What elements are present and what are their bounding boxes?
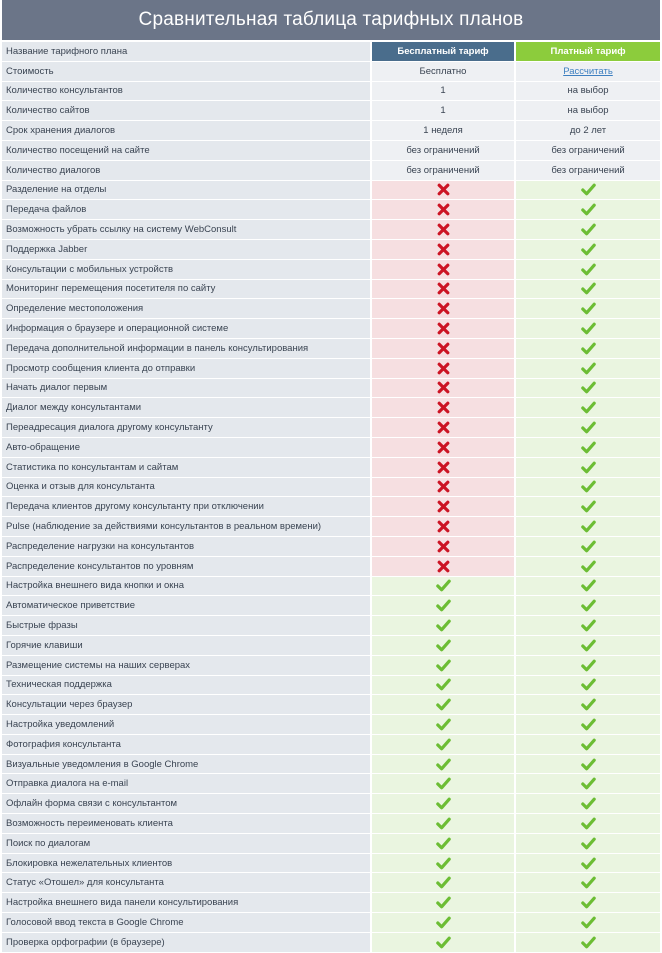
table-row [2, 398, 660, 417]
checkmark-icon [581, 322, 596, 335]
cross-icon [437, 441, 450, 454]
feature-name: Поддержка Jabber [2, 240, 370, 259]
free-plan-value [372, 755, 514, 774]
free-plan-value [372, 676, 514, 695]
paid-plan-value [516, 695, 660, 714]
table-row [2, 794, 660, 813]
paid-plan-value [516, 893, 660, 912]
feature-name: Настройка уведомлений [2, 715, 370, 734]
free-plan-value [372, 913, 514, 932]
cross-icon [437, 401, 450, 414]
paid-plan-value [516, 299, 660, 318]
table-row [2, 656, 660, 675]
checkmark-icon [436, 837, 451, 850]
table-row [2, 418, 660, 437]
paid-plan-value [516, 458, 660, 477]
checkmark-icon [581, 441, 596, 454]
table-row [2, 814, 660, 833]
checkmark-icon [436, 599, 451, 612]
cross-icon [437, 520, 450, 533]
checkmark-icon [581, 223, 596, 236]
paid-plan-text: на выбор [567, 105, 609, 117]
checkmark-icon [581, 540, 596, 553]
table-row [2, 517, 660, 536]
paid-plan-value [516, 101, 660, 120]
feature-name: Статистика по консультантам и сайтам [2, 458, 370, 477]
cross-icon [437, 203, 450, 216]
paid-plan-header: Платный тариф [516, 42, 660, 61]
free-plan-value [372, 240, 514, 259]
free-plan-value [372, 537, 514, 556]
feature-name: Передача файлов [2, 200, 370, 219]
paid-plan-value [516, 656, 660, 675]
table-row [2, 755, 660, 774]
feature-name: Проверка орфографии (в браузере) [2, 933, 370, 952]
plan-name-header: Название тарифного плана [2, 42, 370, 61]
free-plan-value [372, 319, 514, 338]
free-plan-value [372, 695, 514, 714]
checkmark-icon [436, 876, 451, 889]
table-row [2, 715, 660, 734]
paid-plan-value [516, 438, 660, 457]
table-row [2, 280, 660, 299]
table-row [2, 537, 660, 556]
feature-name: Количество диалогов [2, 161, 370, 180]
feature-name: Диалог между консультантами [2, 398, 370, 417]
free-plan-value [372, 735, 514, 754]
checkmark-icon [581, 817, 596, 830]
feature-name: Распределение консультантов по уровням [2, 557, 370, 576]
checkmark-icon [436, 797, 451, 810]
checkmark-icon [581, 797, 596, 810]
free-plan-value: без ограничений [372, 141, 514, 160]
free-plan-value: 1 [372, 82, 514, 101]
table-row [2, 695, 660, 714]
checkmark-icon [436, 758, 451, 771]
paid-plan-value [516, 755, 660, 774]
paid-plan-value [516, 121, 660, 140]
free-plan-value [372, 517, 514, 536]
feature-name: Количество сайтов [2, 101, 370, 120]
checkmark-icon [436, 619, 451, 632]
paid-plan-value [516, 854, 660, 873]
checkmark-icon [581, 183, 596, 196]
table-row [2, 121, 660, 140]
feature-name: Разделение на отделы [2, 181, 370, 200]
cross-icon [437, 500, 450, 513]
paid-plan-value [516, 240, 660, 259]
paid-plan-value [516, 339, 660, 358]
checkmark-icon [581, 560, 596, 573]
free-plan-value [372, 339, 514, 358]
checkmark-icon [436, 738, 451, 751]
paid-plan-value [516, 379, 660, 398]
feature-name: Переадресация диалога другому консультанту [2, 418, 370, 437]
free-plan-value [372, 200, 514, 219]
paid-plan-value [516, 497, 660, 516]
paid-plan-value [516, 834, 660, 853]
table-row [2, 596, 660, 615]
calculate-link[interactable]: Рассчитать [563, 65, 613, 77]
checkmark-icon [436, 777, 451, 790]
checkmark-icon [581, 758, 596, 771]
free-plan-value [372, 596, 514, 615]
feature-name: Pulse (наблюдение за действиями консультантов в реальном времени) [2, 517, 370, 536]
feature-name: Горячие клавиши [2, 636, 370, 655]
checkmark-icon [436, 817, 451, 830]
free-plan-value [372, 814, 514, 833]
paid-plan-text: без ограничений [551, 144, 625, 156]
paid-plan-value [516, 774, 660, 793]
free-plan-value [372, 794, 514, 813]
table-row [2, 616, 660, 635]
feature-name: Начать диалог первым [2, 379, 370, 398]
paid-plan-value [516, 359, 660, 378]
table-row [2, 220, 660, 239]
table-row [2, 161, 660, 180]
table-header-row [2, 42, 660, 61]
cross-icon [437, 461, 450, 474]
free-plan-value [372, 398, 514, 417]
paid-plan-value [516, 398, 660, 417]
paid-plan-value [516, 161, 660, 180]
table-row [2, 438, 660, 457]
paid-plan-value [516, 62, 660, 81]
free-plan-value [372, 458, 514, 477]
paid-plan-value [516, 933, 660, 952]
table-row [2, 834, 660, 853]
checkmark-icon [581, 599, 596, 612]
table-row [2, 458, 660, 477]
paid-plan-value [516, 873, 660, 892]
free-plan-value [372, 359, 514, 378]
feature-name: Возможность переименовать клиента [2, 814, 370, 833]
free-plan-value [372, 873, 514, 892]
checkmark-icon [581, 777, 596, 790]
checkmark-icon [581, 738, 596, 751]
free-plan-value [372, 557, 514, 576]
checkmark-icon [581, 619, 596, 632]
cross-icon [437, 342, 450, 355]
checkmark-icon [581, 362, 596, 375]
checkmark-icon [581, 896, 596, 909]
feature-name: Автоматическое приветствие [2, 596, 370, 615]
checkmark-icon [581, 500, 596, 513]
feature-name: Статус «Отошел» для консультанта [2, 873, 370, 892]
feature-name: Распределение нагрузки на консультантов [2, 537, 370, 556]
feature-name: Мониторинг перемещения посетителя по сайту [2, 280, 370, 299]
checkmark-icon [581, 857, 596, 870]
free-plan-value [372, 260, 514, 279]
feature-name: Количество консультантов [2, 82, 370, 101]
free-plan-value: 1 неделя [372, 121, 514, 140]
table-row [2, 319, 660, 338]
free-plan-value: 1 [372, 101, 514, 120]
paid-plan-value [516, 82, 660, 101]
paid-plan-value [516, 260, 660, 279]
checkmark-icon [581, 342, 596, 355]
paid-plan-value [516, 478, 660, 497]
checkmark-icon [436, 936, 451, 949]
feature-name: Отправка диалога на e-mail [2, 774, 370, 793]
feature-name: Определение местоположения [2, 299, 370, 318]
table-row [2, 873, 660, 892]
free-plan-value [372, 834, 514, 853]
comparison-table [2, 42, 660, 952]
paid-plan-value [516, 220, 660, 239]
cross-icon [437, 183, 450, 196]
paid-plan-text: на выбор [567, 85, 609, 97]
paid-plan-value [516, 794, 660, 813]
paid-plan-value [516, 676, 660, 695]
table-row [2, 933, 660, 952]
checkmark-icon [581, 461, 596, 474]
checkmark-icon [436, 698, 451, 711]
free-plan-value [372, 636, 514, 655]
checkmark-icon [436, 579, 451, 592]
feature-name: Фотография консультанта [2, 735, 370, 754]
free-plan-value [372, 616, 514, 635]
paid-plan-value [516, 577, 660, 596]
feature-name: Информация о браузере и операционной системе [2, 319, 370, 338]
free-plan-value [372, 220, 514, 239]
feature-name: Возможность убрать ссылку на систему WebConsult [2, 220, 370, 239]
table-row [2, 577, 660, 596]
checkmark-icon [436, 896, 451, 909]
free-plan-value [372, 478, 514, 497]
paid-plan-text: без ограничений [551, 164, 625, 176]
feature-name: Просмотр сообщения клиента до отправки [2, 359, 370, 378]
paid-plan-value [516, 636, 660, 655]
cross-icon [437, 243, 450, 256]
table-row [2, 299, 660, 318]
feature-name: Консультации через браузер [2, 695, 370, 714]
table-row [2, 141, 660, 160]
free-plan-value [372, 418, 514, 437]
checkmark-icon [581, 659, 596, 672]
feature-name: Поиск по диалогам [2, 834, 370, 853]
table-row [2, 557, 660, 576]
feature-name: Быстрые фразы [2, 616, 370, 635]
checkmark-icon [581, 916, 596, 929]
checkmark-icon [581, 520, 596, 533]
feature-name: Срок хранения диалогов [2, 121, 370, 140]
free-plan-value [372, 280, 514, 299]
paid-plan-value [516, 596, 660, 615]
feature-name: Настройка внешнего вида панели консультирования [2, 893, 370, 912]
cross-icon [437, 480, 450, 493]
cross-icon [437, 362, 450, 375]
table-row [2, 240, 660, 259]
cross-icon [437, 282, 450, 295]
checkmark-icon [581, 421, 596, 434]
free-plan-value [372, 577, 514, 596]
feature-name: Размещение системы на наших серверах [2, 656, 370, 675]
cross-icon [437, 223, 450, 236]
checkmark-icon [436, 659, 451, 672]
checkmark-icon [436, 916, 451, 929]
paid-plan-value [516, 616, 660, 635]
paid-plan-value [516, 735, 660, 754]
checkmark-icon [581, 480, 596, 493]
paid-plan-value [516, 280, 660, 299]
paid-plan-value [516, 141, 660, 160]
table-row [2, 913, 660, 932]
feature-name: Визуальные уведомления в Google Chrome [2, 755, 370, 774]
free-plan-value: без ограничений [372, 161, 514, 180]
paid-plan-text: до 2 лет [569, 125, 607, 137]
checkmark-icon [581, 639, 596, 652]
checkmark-icon [581, 579, 596, 592]
table-row [2, 735, 660, 754]
free-plan-value [372, 497, 514, 516]
cross-icon [437, 421, 450, 434]
feature-name: Голосовой ввод текста в Google Chrome [2, 913, 370, 932]
feature-name: Стоимость [2, 62, 370, 81]
cross-icon [437, 322, 450, 335]
feature-name: Передача дополнительной информации в панель консультирования [2, 339, 370, 358]
paid-plan-value [516, 200, 660, 219]
free-plan-value [372, 299, 514, 318]
checkmark-icon [436, 718, 451, 731]
cross-icon [437, 263, 450, 276]
table-row [2, 893, 660, 912]
checkmark-icon [581, 718, 596, 731]
checkmark-icon [581, 936, 596, 949]
table-row [2, 82, 660, 101]
checkmark-icon [581, 678, 596, 691]
paid-plan-value [516, 319, 660, 338]
checkmark-icon [436, 678, 451, 691]
paid-plan-value [516, 557, 660, 576]
free-plan-value [372, 656, 514, 675]
paid-plan-value [516, 517, 660, 536]
table-row [2, 181, 660, 200]
feature-name: Количество посещений на сайте [2, 141, 370, 160]
checkmark-icon [581, 243, 596, 256]
feature-name: Настройка внешнего вида кнопки и окна [2, 577, 370, 596]
cross-icon [437, 560, 450, 573]
table-row [2, 359, 660, 378]
free-plan-value [372, 774, 514, 793]
feature-name: Оценка и отзыв для консультанта [2, 478, 370, 497]
table-row [2, 379, 660, 398]
paid-plan-value [516, 181, 660, 200]
checkmark-icon [581, 302, 596, 315]
table-row [2, 260, 660, 279]
free-plan-value [372, 438, 514, 457]
table-row [2, 339, 660, 358]
table-row [2, 676, 660, 695]
free-plan-value [372, 181, 514, 200]
free-plan-value [372, 854, 514, 873]
feature-name: Передача клиентов другому консультанту при отключении [2, 497, 370, 516]
table-row [2, 497, 660, 516]
checkmark-icon [581, 837, 596, 850]
table-row [2, 62, 660, 81]
free-plan-value [372, 893, 514, 912]
page-title: Сравнительная таблица тарифных планов [2, 0, 660, 40]
table-row [2, 774, 660, 793]
pricing-comparison [2, 0, 660, 952]
paid-plan-value [516, 715, 660, 734]
feature-name: Консультации с мобильных устройств [2, 260, 370, 279]
table-row [2, 200, 660, 219]
free-plan-value [372, 379, 514, 398]
free-plan-value: Бесплатно [372, 62, 514, 81]
table-row [2, 636, 660, 655]
free-plan-value [372, 933, 514, 952]
table-row [2, 101, 660, 120]
feature-name: Авто-обращение [2, 438, 370, 457]
paid-plan-value [516, 418, 660, 437]
cross-icon [437, 540, 450, 553]
cross-icon [437, 302, 450, 315]
table-row [2, 854, 660, 873]
free-plan-value [372, 715, 514, 734]
checkmark-icon [581, 401, 596, 414]
feature-name: Техническая поддержка [2, 676, 370, 695]
checkmark-icon [436, 639, 451, 652]
paid-plan-value [516, 537, 660, 556]
feature-name: Блокировка нежелательных клиентов [2, 854, 370, 873]
checkmark-icon [436, 857, 451, 870]
checkmark-icon [581, 282, 596, 295]
paid-plan-value [516, 814, 660, 833]
table-row [2, 478, 660, 497]
checkmark-icon [581, 876, 596, 889]
checkmark-icon [581, 698, 596, 711]
free-plan-header: Бесплатный тариф [372, 42, 514, 61]
feature-name: Офлайн форма связи с консультантом [2, 794, 370, 813]
checkmark-icon [581, 263, 596, 276]
cross-icon [437, 381, 450, 394]
paid-plan-value [516, 913, 660, 932]
checkmark-icon [581, 203, 596, 216]
checkmark-icon [581, 381, 596, 394]
